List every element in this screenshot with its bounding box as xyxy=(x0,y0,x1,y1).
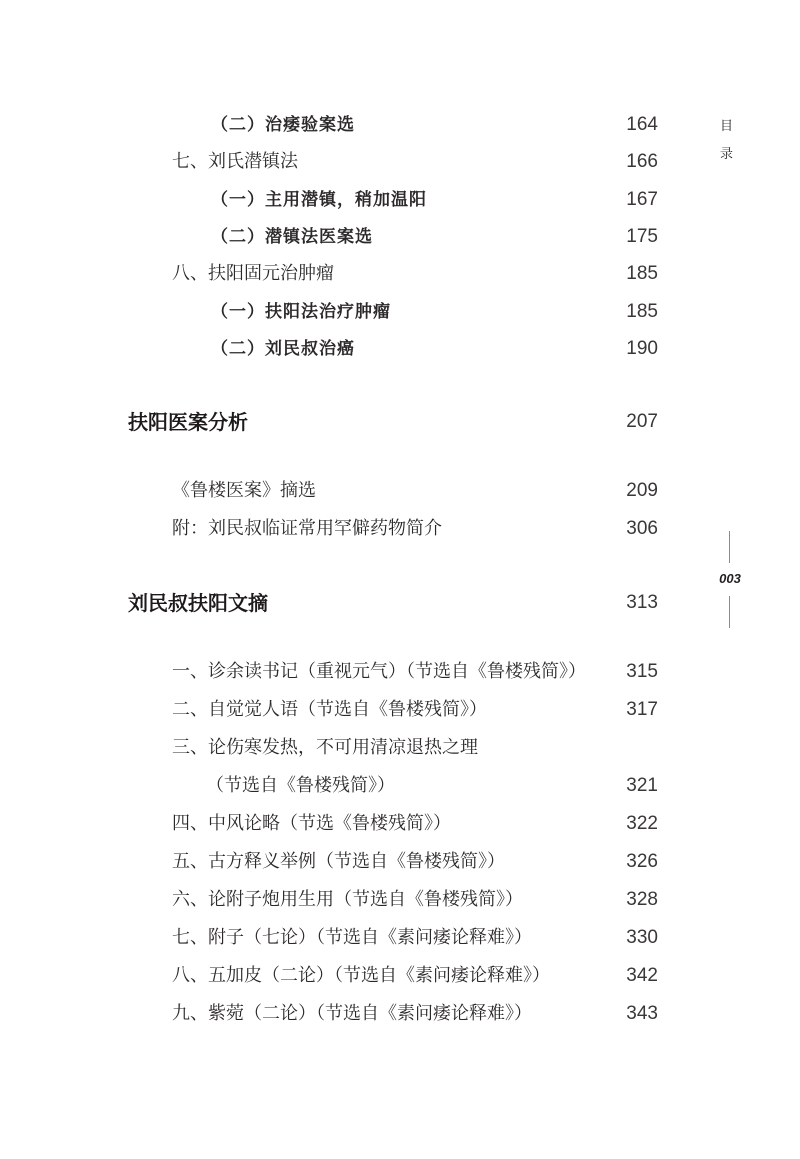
toc-entry-page: 315 xyxy=(626,661,658,682)
toc-entry-page: 167 xyxy=(626,189,658,210)
toc-entry xyxy=(0,474,800,508)
toc-entry-page: 342 xyxy=(626,965,658,986)
toc-entry-title: 四、中风论略（节选《鲁楼残简》） xyxy=(172,813,451,834)
toc-entry-page: 328 xyxy=(626,889,658,910)
toc-entry-page: 317 xyxy=(626,699,658,720)
toc-entry-title: 八、扶阳固元治肿瘤 xyxy=(172,263,334,284)
toc-entry-title: （一）扶阳法治疗肿瘤 xyxy=(211,302,391,322)
toc-entry-page: 330 xyxy=(626,927,658,948)
folio-rule-bottom xyxy=(729,596,730,628)
toc-entry-title: 五、古方释义举例（节选自《鲁楼残简》） xyxy=(172,851,505,872)
toc-entry xyxy=(0,220,800,254)
toc-section-title: 扶阳医案分析 xyxy=(128,410,248,434)
toc-section-title: 刘民叔扶阳文摘 xyxy=(128,591,268,615)
toc-entry-continuation xyxy=(0,769,800,803)
toc-entry xyxy=(0,332,800,366)
toc-entry xyxy=(0,997,800,1031)
toc-entry xyxy=(0,655,800,689)
toc-entry-page: 166 xyxy=(626,151,658,172)
running-head-char: 录 xyxy=(720,147,734,162)
toc-entry xyxy=(0,731,800,765)
toc-entry xyxy=(0,959,800,993)
running-head-char: 目 xyxy=(720,119,734,134)
toc-entry-title: 一、诊余读书记（重视元气）（节选自《鲁楼残简》） xyxy=(172,661,586,682)
toc-section-heading xyxy=(0,586,800,620)
toc-entry-title: （一）主用潜镇，稍加温阳 xyxy=(211,190,427,210)
page-number: 003 xyxy=(719,571,741,586)
toc-entry-title: 三、论伤寒发热，不可用清凉退热之理 xyxy=(172,737,478,758)
toc-entry xyxy=(0,693,800,727)
toc-entry-title: （二）刘民叔治癌 xyxy=(211,339,355,359)
toc-entry-title: 六、论附子炮用生用（节选自《鲁楼残简》） xyxy=(172,889,523,910)
toc-entry xyxy=(0,921,800,955)
toc-entry-title: （节选自《鲁楼残简》） xyxy=(206,775,395,796)
toc-entry xyxy=(0,883,800,917)
toc-entry xyxy=(0,807,800,841)
toc-entry xyxy=(0,108,800,142)
toc-entry xyxy=(0,257,800,291)
toc-entry-page: 175 xyxy=(626,226,658,247)
toc-entry-page: 322 xyxy=(626,813,658,834)
toc-entry-title: （二）治痿验案选 xyxy=(211,115,355,135)
toc-section-page: 207 xyxy=(626,411,658,432)
toc-entry-title: 八、五加皮（二论）（节选自《素问痿论释难》） xyxy=(172,965,550,986)
toc-entry-title: 七、附子（七论）（节选自《素问痿论释难》） xyxy=(172,927,532,948)
toc-entry-page: 306 xyxy=(626,518,658,539)
toc-entry-page: 209 xyxy=(626,480,658,501)
toc-entry-page: 326 xyxy=(626,851,658,872)
toc-entry xyxy=(0,145,800,179)
toc-entry xyxy=(0,512,800,546)
toc-entry-page: 321 xyxy=(626,775,658,796)
toc-entry-title: 九、紫菀（二论）（节选自《素问痿论释难》） xyxy=(172,1003,532,1024)
toc-entry xyxy=(0,183,800,217)
toc-entry-title: 《鲁楼医案》摘选 xyxy=(172,480,316,501)
toc-entry-title: 附：刘民叔临证常用罕僻药物简介 xyxy=(172,518,442,539)
folio-rule-top xyxy=(729,531,730,563)
toc-section-page: 313 xyxy=(626,592,658,613)
toc-entry-page: 164 xyxy=(626,114,658,135)
toc-entry xyxy=(0,845,800,879)
toc-entry-title: 七、刘氏潜镇法 xyxy=(172,151,298,172)
toc-entry-page: 185 xyxy=(626,301,658,322)
toc-entry-page: 185 xyxy=(626,263,658,284)
toc-section-heading xyxy=(0,405,800,439)
toc-entry-page: 343 xyxy=(626,1003,658,1024)
toc-entry-title: （二）潜镇法医案选 xyxy=(211,227,373,247)
toc-entry xyxy=(0,295,800,329)
toc-entry-page: 190 xyxy=(626,338,658,359)
toc-entry-title: 二、自觉觉人语（节选自《鲁楼残简》） xyxy=(172,699,487,720)
